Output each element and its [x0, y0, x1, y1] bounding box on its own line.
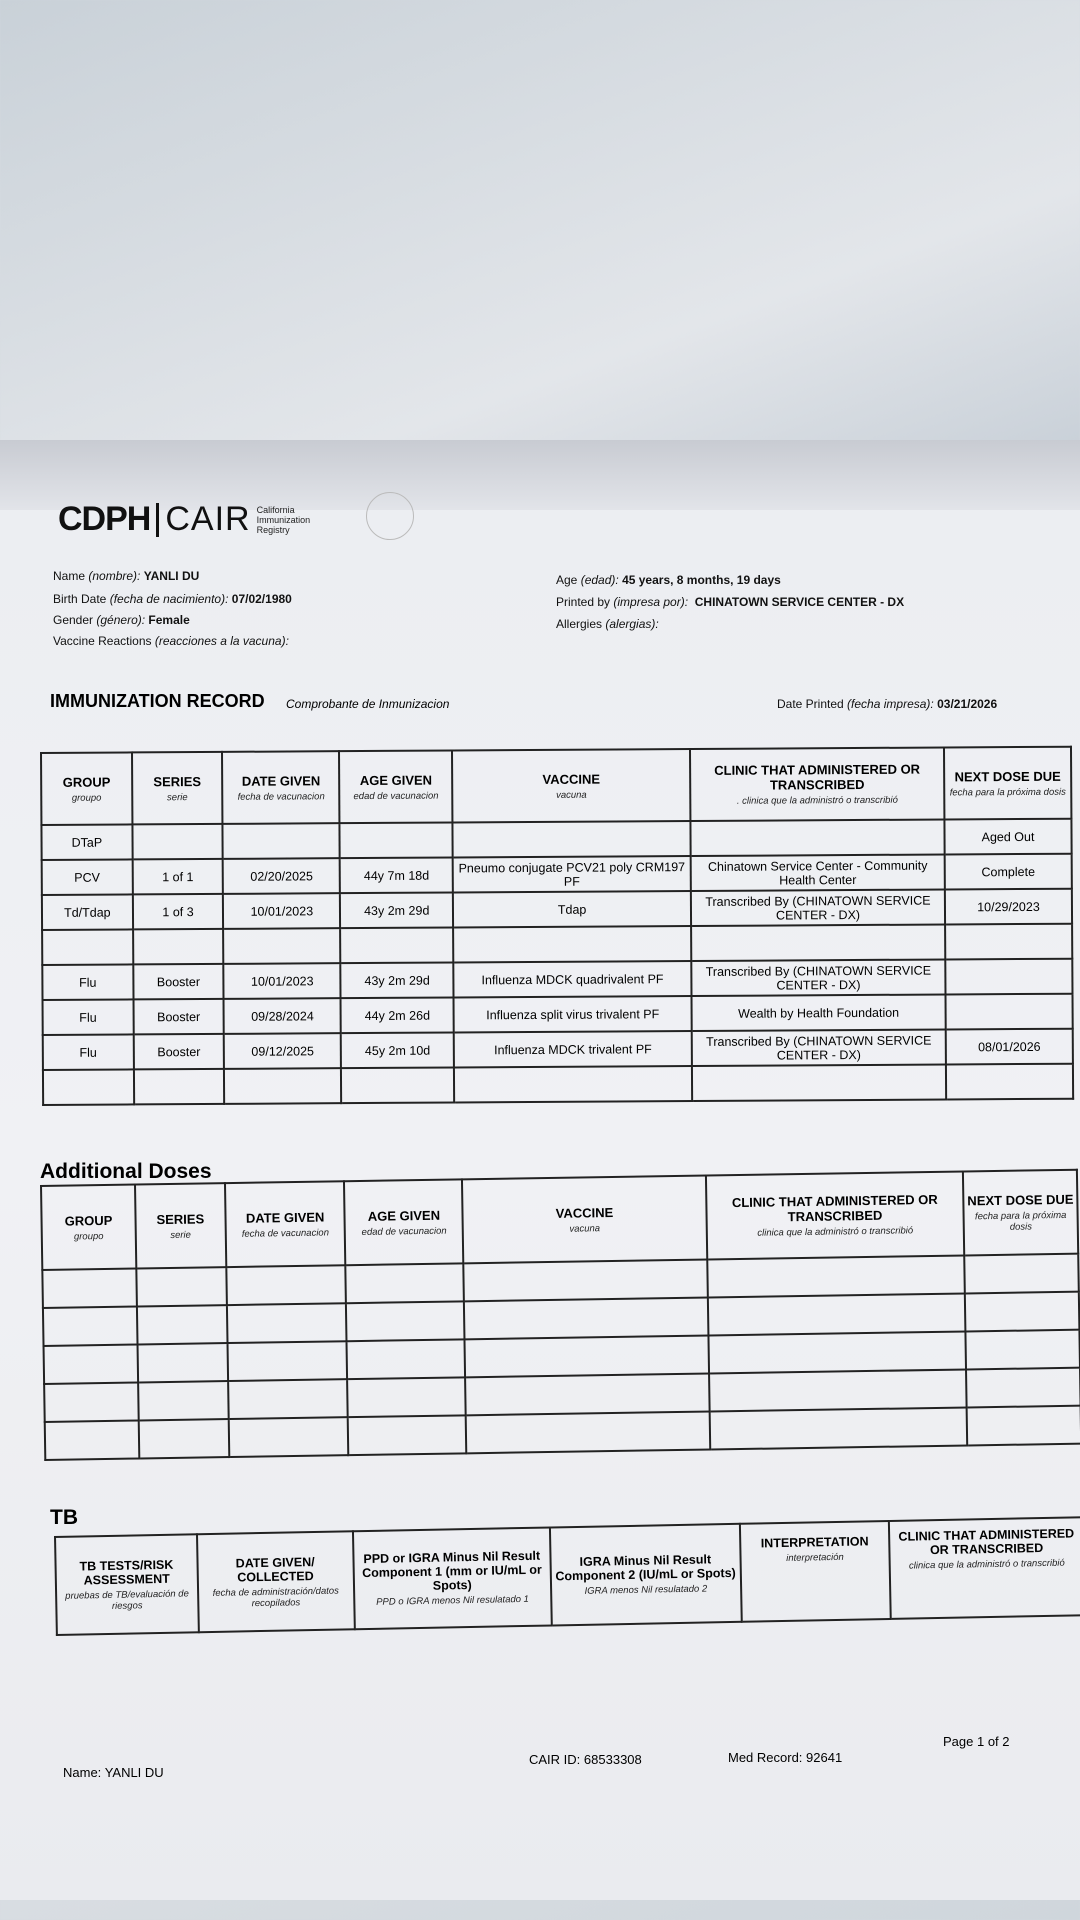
- logo-sub-1: California: [256, 504, 295, 515]
- col-tb-interpretation: INTERPRETATION interpretación: [739, 1521, 891, 1622]
- tb-title: TB: [50, 1506, 78, 1529]
- footer-med-record: [728, 1750, 842, 1765]
- empty-cell: [43, 1306, 137, 1345]
- cell-age: 43y 2m 29d: [340, 892, 453, 928]
- empty-cell: [967, 1406, 1080, 1446]
- col-series: SERIES serie: [132, 752, 223, 825]
- col-tb-result-1: PPD or IGRA Minus Nil Result Component 1 (mm or IU/mL or Spots) PPD o IGRA menos Nil resulatado 1: [352, 1527, 551, 1629]
- age-line: [556, 573, 781, 587]
- cair-id-label: CAIR ID:: [529, 1752, 581, 1767]
- cell-series: Booster: [133, 964, 224, 1000]
- logo-cdph: CDPH: [58, 500, 151, 538]
- allergies-label: Allergies: [556, 617, 603, 631]
- cell-group: Flu: [42, 964, 133, 1000]
- empty-cell: [136, 1267, 226, 1306]
- empty-cell: [966, 1368, 1080, 1408]
- empty-cell: [228, 1379, 348, 1419]
- empty-cell: [964, 1254, 1078, 1294]
- empty-cell: [228, 1417, 348, 1457]
- footer-name: [63, 1765, 164, 1780]
- empty-cell: [966, 1330, 1080, 1370]
- patient-name: YANLI DU: [143, 569, 200, 583]
- cell-date: 10/01/2023: [223, 893, 340, 929]
- col-series: SERIES serie: [135, 1183, 226, 1268]
- cell-group: [42, 929, 133, 965]
- cell-date: [223, 823, 340, 859]
- birth-label: Birth Date: [53, 592, 107, 606]
- col-group: GROUP groupo: [41, 752, 132, 825]
- table-header-row: [41, 1170, 1078, 1270]
- col-clinic: CLINIC THAT ADMINISTERED OR TRANSCRIBED . clinica que la administró o transcribió: [690, 747, 944, 821]
- reactions-label: Vaccine Reactions: [53, 634, 152, 648]
- tb-table: [54, 1516, 1080, 1636]
- logo-divider: [156, 503, 159, 537]
- col-clinic: CLINIC THAT ADMINISTERED OR TRANSCRIBED clinica que la administró o transcribió: [706, 1171, 965, 1259]
- cell-group: [43, 1069, 134, 1105]
- immunization-table: [40, 746, 1074, 1106]
- birth-date-line: [53, 592, 292, 606]
- col-date-given: DATE GIVEN fecha de vacunacion: [222, 751, 339, 824]
- col-tb-date: DATE GIVEN/ COLLECTED fecha de administración/datos recopilados: [197, 1531, 355, 1632]
- cell-series: [134, 1069, 225, 1105]
- empty-cell: [709, 1407, 967, 1449]
- cell-series: 1 of 1: [132, 859, 223, 895]
- age-label-es: (edad):: [580, 573, 619, 587]
- table-header-row: [41, 747, 1071, 825]
- cell-date: [224, 1068, 341, 1104]
- cell-clinic: Wealth by Health Foundation: [692, 994, 946, 1031]
- empty-cell: [465, 1374, 709, 1416]
- cell-clinic: Chinatown Service Center - Community Health Center: [691, 854, 945, 891]
- table-row: [43, 1064, 1073, 1105]
- empty-cell: [465, 1336, 709, 1378]
- cell-vaccine: Tdap: [453, 891, 691, 927]
- printed-by-line: [556, 595, 904, 609]
- table-header-row: [55, 1517, 1080, 1635]
- col-tb-tests: TB TESTS/RISK ASSESSMENT pruebas de TB/evaluación de riesgos: [55, 1534, 199, 1635]
- date-printed-label-es: (fecha impresa):: [847, 697, 934, 711]
- empty-cell: [346, 1301, 464, 1341]
- cell-next: Complete: [945, 854, 1072, 890]
- cell-next: 10/29/2023: [945, 889, 1072, 925]
- additional-doses-table: [40, 1169, 1080, 1461]
- allergies-line: [556, 617, 659, 631]
- col-vaccine: VACCINE vacuna: [462, 1176, 707, 1264]
- cell-vaccine: [453, 926, 691, 962]
- empty-cell: [965, 1292, 1079, 1332]
- cell-vaccine: [453, 821, 691, 857]
- cell-date: [223, 928, 340, 964]
- cell-next: [945, 959, 1072, 995]
- col-next-dose: NEXT DOSE DUE fecha para la próxima dosis: [944, 747, 1071, 820]
- age-label: Age: [556, 573, 578, 587]
- col-age-given: AGE GIVEN edad de vacunacion: [339, 750, 452, 823]
- empty-cell: [227, 1303, 347, 1343]
- seal-icon: [366, 492, 414, 540]
- col-tb-result-2: IGRA Minus Nil Result Component 2 (IU/mL or Spots) IGRA menos Nil resulatado 2: [550, 1524, 741, 1626]
- printed-by-label-es: (impresa por):: [613, 595, 689, 609]
- footer-name-label: Name:: [63, 1765, 102, 1780]
- cell-age: 44y 7m 18d: [340, 857, 453, 893]
- record-title: IMMUNIZATION RECORD: [50, 691, 265, 711]
- cell-series: 1 of 3: [133, 894, 224, 930]
- cell-group: Td/Tdap: [42, 894, 133, 930]
- patient-name-line: [53, 569, 199, 583]
- name-label-es: (nombre):: [88, 569, 141, 583]
- page-number: Page 1 of 2: [943, 1734, 1010, 1749]
- age-value: 45 years, 8 months, 19 days: [622, 573, 781, 587]
- cell-clinic: [690, 819, 944, 856]
- cell-age: [340, 927, 453, 963]
- printed-by-label: Printed by: [556, 595, 611, 609]
- empty-cell: [346, 1263, 464, 1303]
- printed-by-value: CHINATOWN SERVICE CENTER - DX: [694, 595, 905, 609]
- date-printed-value: 03/21/2026: [937, 697, 998, 711]
- empty-cell: [139, 1419, 229, 1458]
- cell-date: 10/01/2023: [224, 963, 341, 999]
- cell-age: [341, 1067, 454, 1103]
- empty-cell: [708, 1331, 966, 1373]
- med-record-value: 92641: [806, 1750, 843, 1765]
- col-group: GROUP groupo: [41, 1185, 136, 1270]
- gender-line: [53, 613, 190, 627]
- med-record-label: Med Record:: [728, 1750, 803, 1765]
- cell-series: Booster: [133, 999, 224, 1035]
- cell-clinic: [691, 924, 945, 961]
- cell-date: 09/12/2025: [224, 1033, 341, 1069]
- col-age-given: AGE GIVEN edad de vacunacion: [344, 1179, 463, 1265]
- cell-clinic: Transcribed By (CHINATOWN SERVICE CENTER - DX): [691, 889, 945, 926]
- empty-cell: [466, 1412, 710, 1454]
- cell-age: 43y 2m 29d: [341, 962, 454, 998]
- cell-series: Booster: [133, 1034, 224, 1070]
- cell-group: Flu: [43, 1034, 134, 1070]
- cell-age: [340, 822, 453, 858]
- empty-cell: [138, 1381, 228, 1420]
- col-date-given: DATE GIVEN fecha de vacunacion: [225, 1181, 346, 1267]
- empty-cell: [347, 1339, 465, 1379]
- empty-cell: [709, 1369, 967, 1411]
- empty-cell: [464, 1298, 708, 1340]
- gender-label-es: (género):: [96, 613, 146, 627]
- cell-vaccine: Influenza split virus trivalent PF: [454, 996, 692, 1032]
- cell-next: [945, 924, 1072, 960]
- reactions-label-es: (reacciones a la vacuna):: [154, 634, 289, 648]
- empty-cell: [44, 1382, 138, 1421]
- col-vaccine: VACCINE vacuna: [452, 749, 690, 822]
- cell-next: [946, 1064, 1073, 1100]
- col-next-dose: NEXT DOSE DUE fecha para la próxima dosis: [963, 1170, 1078, 1256]
- date-printed-label: Date Printed: [777, 697, 844, 711]
- empty-cell: [348, 1415, 466, 1455]
- cell-vaccine: [454, 1066, 692, 1102]
- cair-id-value: 68533308: [583, 1752, 642, 1767]
- cell-age: 45y 2m 10d: [341, 1032, 454, 1068]
- additional-doses-title: Additional Doses: [40, 1160, 212, 1183]
- cell-age: 44y 2m 26d: [341, 997, 454, 1033]
- cell-group: PCV: [42, 859, 133, 895]
- col-tb-clinic: CLINIC THAT ADMINISTERED OR TRANSCRIBED clinica que la administró o transcribió: [889, 1517, 1080, 1619]
- empty-cell: [226, 1265, 346, 1305]
- empty-cell: [45, 1420, 139, 1459]
- empty-cell: [464, 1260, 708, 1302]
- empty-cell: [42, 1268, 136, 1307]
- record-subtitle: Comprobante de Inmunizacion: [286, 697, 450, 711]
- gender-value: Female: [148, 613, 190, 627]
- footer-name-value: YANLI DU: [104, 1765, 164, 1780]
- cell-next: [945, 994, 1072, 1030]
- cdph-cair-logo: [58, 500, 310, 539]
- cell-next: Aged Out: [944, 819, 1071, 855]
- cell-clinic: Transcribed By (CHINATOWN SERVICE CENTER - DX): [692, 1029, 946, 1066]
- empty-cell: [137, 1343, 227, 1382]
- footer-cair-id: [529, 1752, 642, 1767]
- cell-vaccine: Pneumo conjugate PCV21 poly CRM197 PF: [453, 856, 691, 892]
- cell-date: 02/20/2025: [223, 858, 340, 894]
- date-printed-line: [777, 697, 997, 711]
- birth-label-es: (fecha de nacimiento):: [109, 592, 229, 606]
- empty-cell: [348, 1377, 466, 1417]
- logo-sub-3: Registry: [256, 524, 290, 535]
- empty-cell: [227, 1341, 347, 1381]
- empty-cell: [44, 1344, 138, 1383]
- empty-cell: [137, 1305, 227, 1344]
- cell-series: [133, 929, 224, 965]
- cell-date: 09/28/2024: [224, 998, 341, 1034]
- cell-series: [132, 824, 223, 860]
- empty-cell: [708, 1293, 966, 1335]
- cell-vaccine: Influenza MDCK quadrivalent PF: [453, 961, 691, 997]
- logo-sub-2: Immunization: [256, 514, 311, 525]
- cell-clinic: [692, 1064, 946, 1101]
- cell-group: Flu: [43, 999, 134, 1035]
- name-label: Name: [53, 569, 86, 583]
- cell-clinic: Transcribed By (CHINATOWN SERVICE CENTER - DX): [691, 959, 945, 996]
- allergies-label-es: (alergias):: [605, 617, 659, 631]
- birth-date: 07/02/1980: [231, 592, 292, 606]
- gender-label: Gender: [53, 613, 94, 627]
- empty-cell: [707, 1255, 965, 1297]
- cell-group: DTaP: [41, 824, 132, 860]
- cell-next: 08/01/2026: [946, 1029, 1073, 1065]
- reactions-line: [53, 634, 289, 648]
- logo-subtitle: [257, 505, 311, 535]
- cell-vaccine: Influenza MDCK trivalent PF: [454, 1031, 692, 1067]
- logo-cair: CAIR: [165, 500, 251, 538]
